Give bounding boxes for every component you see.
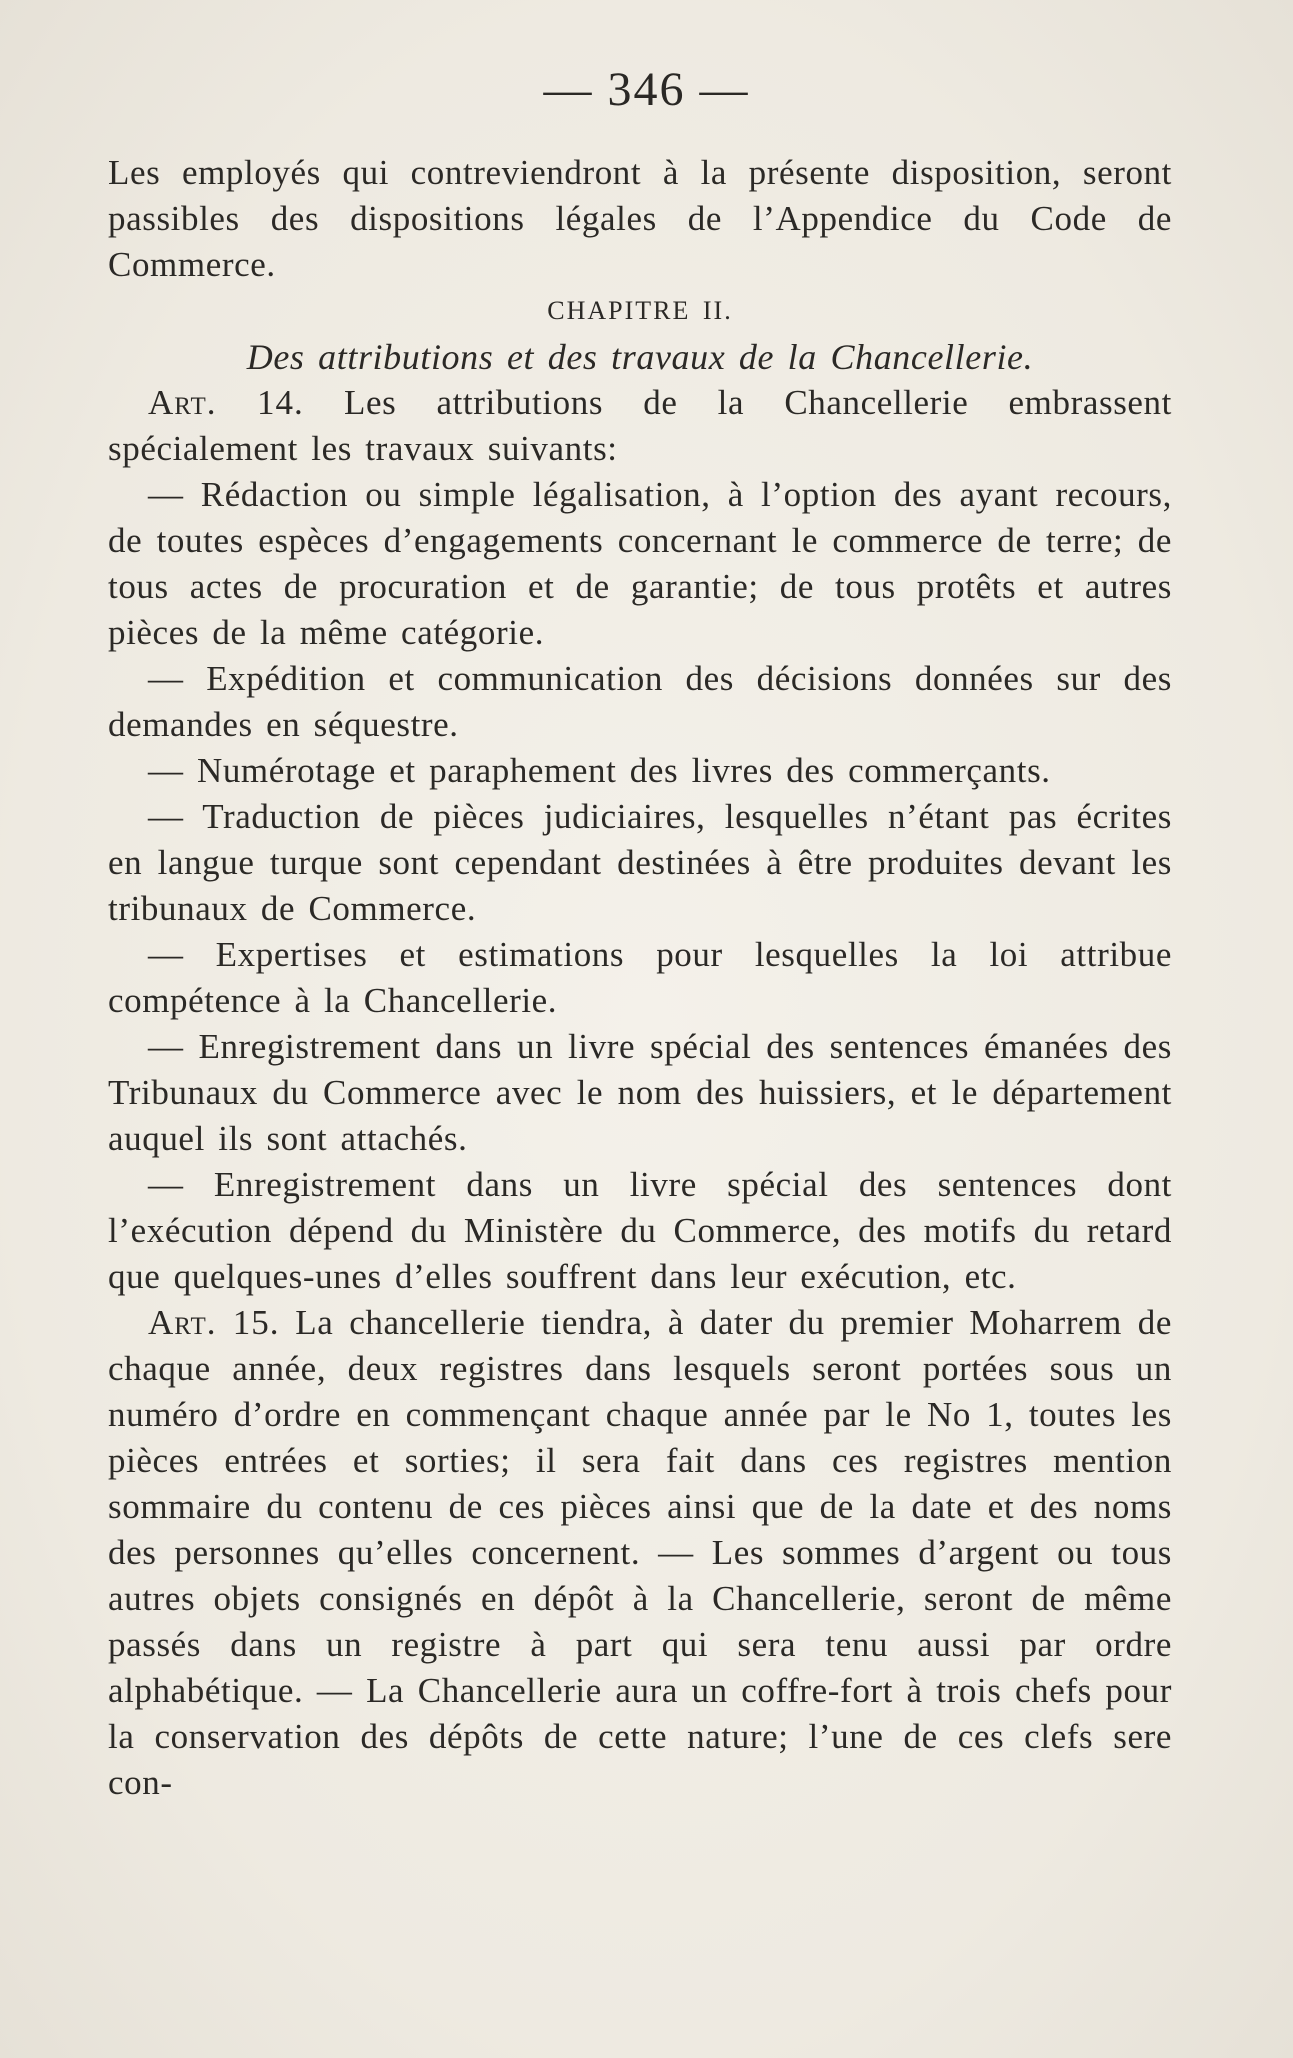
page-number: — 346 — — [543, 63, 750, 116]
list-item: — Numérotage et paraphement des livres des commerçants. — [148, 751, 1051, 790]
opening-paragraph: Les employés qui contreviendront à la présente disposition, seront passibles des dispositions légales de l’Appendice du Code de Commerce. — [108, 153, 1172, 284]
article-14-paragraph — [108, 380, 1172, 472]
body-text — [108, 150, 1172, 1806]
list-item: — Traduction de pièces judiciaires, lesquelles n’étant pas écrites en langue turque sont cependant destinées à être produites devant les tribunaux de Commerce. — [108, 797, 1172, 928]
list-item: — Enregistrement dans un livre spécial des sentences émanées des Tribunaux du Commerce avec le nom des huissiers, et le département auquel ils sont attachés. — [108, 1027, 1172, 1158]
chapter-title: Des attributions et des travaux de la Chancellerie. — [246, 337, 1034, 377]
chapter-heading: CHAPITRE II. — [547, 296, 733, 325]
list-item: — Expédition et communication des décisions données sur des demandes en séquestre. — [108, 659, 1172, 744]
article-15-label: Art. 15. — [148, 1303, 280, 1342]
article-15-text: La chancellerie tiendra, à dater du premier Moharrem de chaque année, deux registres dans lesquels seront portées sous un numéro d’ordre en commençant chaque année par le No 1, toutes les pièces entrées et sorties; il sera fait dans ces registres mention sommaire du contenu de ces pièces ainsi que de la date et des noms des personnes qu’elles concernent. — Les sommes d’argent ou tous autres objets consignés en dépôt à la Chancellerie, seront de même passés dans un registre à part qui sera tenu aussi par ordre alphabétique. — La Chancellerie aura un coffre-fort à trois chefs pour la conservation des dépôts de cette nature; l’une de ces clefs sere con- — [108, 1303, 1172, 1802]
article-15-paragraph — [108, 1300, 1172, 1806]
article-14-label: Art. 14. — [148, 383, 304, 422]
list-item: — Enregistrement dans un livre spécial des sentences dont l’exécution dépend du Ministère du Commerce, des motifs du retard que quelques-unes d’elles souffrent dans leur exécution, etc. — [108, 1165, 1172, 1296]
list-item: — Expertises et estimations pour lesquelles la loi attribue compétence à la Chancellerie. — [108, 935, 1172, 1020]
article-14-text: Les attributions de la Chancellerie embrassent spécialement les travaux suivants: — [108, 383, 1172, 468]
list-item: — Rédaction ou simple légalisation, à l’option des ayant recours, de toutes espèces d’engagements concernant le commerce de terre; de tous actes de procuration et de garantie; de tous protêts et autres pièces de la même catégorie. — [108, 475, 1172, 652]
